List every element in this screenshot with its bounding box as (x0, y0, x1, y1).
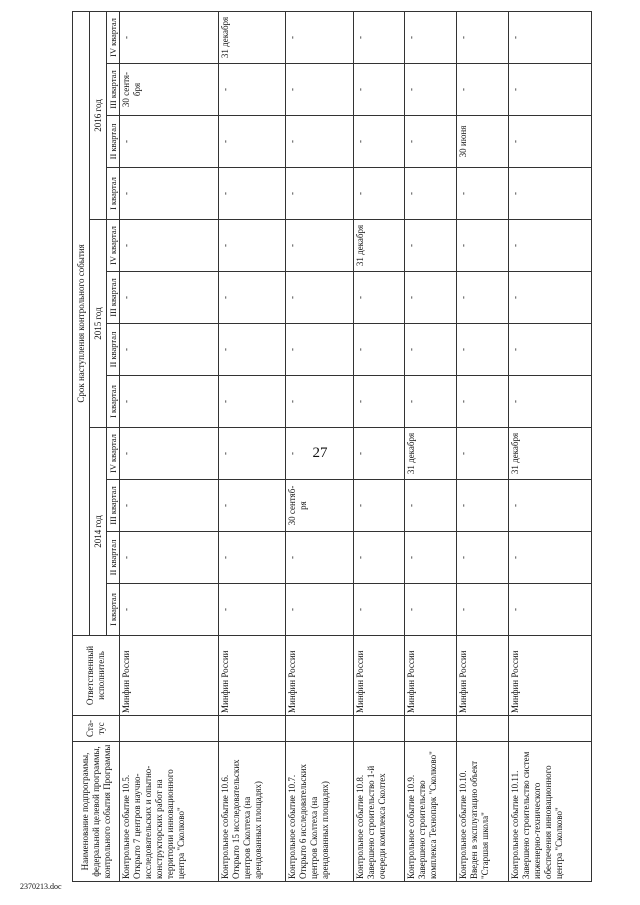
deadline-cell: - (457, 220, 509, 272)
rotated-table-frame (72, 12, 592, 882)
deadline-cell: - (457, 532, 509, 584)
deadline-cell: - (286, 584, 353, 636)
deadline-cell: - (286, 116, 353, 168)
deadline-cell: - (353, 376, 405, 428)
deadline-cell: - (508, 324, 591, 376)
deadline-cell: - (405, 376, 457, 428)
status-cell (120, 716, 219, 742)
header-deadline-group: Срок наступления контрольного события (73, 11, 90, 635)
deadline-cell: - (508, 168, 591, 220)
deadline-cell: - (120, 11, 219, 63)
event-name-cell: Контрольное событие 10.7. Открыто 6 исследовательских центров Сколтеха (на арендованных площадях) (286, 742, 353, 882)
deadline-cell: - (286, 376, 353, 428)
status-cell (457, 716, 509, 742)
year-header: 2016 год (90, 11, 107, 219)
deadline-cell: - (120, 480, 219, 532)
quarter-header: II квартал (107, 324, 120, 376)
deadline-cell: - (120, 428, 219, 480)
header-name: Наименование подпрограммы, федеральной целевой программы, контрольного события Программы (73, 742, 120, 882)
deadline-cell: - (218, 532, 285, 584)
deadline-cell: - (218, 116, 285, 168)
quarter-header: II квартал (107, 532, 120, 584)
document-id: 2370213.doc (20, 882, 62, 891)
deadline-cell: - (405, 480, 457, 532)
deadline-cell: 30 сентя-бря (120, 64, 219, 116)
deadline-cell: - (457, 168, 509, 220)
table-header (73, 11, 120, 881)
quarter-header: II квартал (107, 116, 120, 168)
deadline-cell: - (120, 376, 219, 428)
deadline-cell: - (457, 11, 509, 63)
deadline-cell: - (218, 220, 285, 272)
event-name-cell: Контрольное событие 10.9. Завершено строительство комплекса Технопарк "Сколково" (405, 742, 457, 882)
event-name-cell: Контрольное событие 10.11. Завершено строительство систем инженерно-технического обеспечения инновационного центра "Сколково" (508, 742, 591, 882)
quarter-header: I квартал (107, 168, 120, 220)
deadline-cell: - (286, 272, 353, 324)
table-row (508, 11, 591, 881)
deadline-cell: - (218, 272, 285, 324)
deadline-cell: - (120, 272, 219, 324)
responsible-cell: Минфин России (120, 636, 219, 716)
deadline-cell: - (218, 428, 285, 480)
quarter-header: III квартал (107, 64, 120, 116)
deadline-cell: - (218, 64, 285, 116)
status-cell (405, 716, 457, 742)
table-row (405, 11, 457, 881)
deadline-cell: - (353, 324, 405, 376)
deadline-cell: - (405, 116, 457, 168)
deadline-cell: - (120, 220, 219, 272)
deadline-cell: - (286, 532, 353, 584)
deadline-cell: - (457, 428, 509, 480)
deadline-cell: - (457, 480, 509, 532)
deadline-cell: - (508, 272, 591, 324)
deadline-cell: - (353, 428, 405, 480)
deadline-cell: - (353, 584, 405, 636)
deadline-cell: - (286, 324, 353, 376)
responsible-cell: Минфин России (508, 636, 591, 716)
deadline-cell: - (405, 220, 457, 272)
deadline-cell: 30 сентяб-ря (286, 480, 353, 532)
deadline-cell: - (508, 532, 591, 584)
deadline-cell: - (218, 480, 285, 532)
deadline-cell: - (353, 272, 405, 324)
responsible-cell: Минфин России (353, 636, 405, 716)
header-responsible: Ответственный исполнитель (73, 636, 120, 716)
deadline-cell: - (508, 220, 591, 272)
deadline-cell: - (218, 168, 285, 220)
deadline-cell: 31 декабря (218, 11, 285, 63)
status-cell (508, 716, 591, 742)
deadline-cell: - (353, 480, 405, 532)
header-status: Ста-тус (73, 716, 120, 742)
deadline-cell: - (508, 11, 591, 63)
responsible-cell: Минфин России (286, 636, 353, 716)
deadline-cell: - (120, 116, 219, 168)
deadline-cell: - (508, 584, 591, 636)
status-cell (353, 716, 405, 742)
year-header: 2015 год (90, 220, 107, 428)
quarter-header: IV квартал (107, 220, 120, 272)
deadline-cell: - (405, 11, 457, 63)
deadline-cell: 31 декабря (353, 220, 405, 272)
deadline-cell: - (457, 584, 509, 636)
deadline-cell: - (405, 532, 457, 584)
table-row (120, 11, 219, 881)
table-row (457, 11, 509, 881)
event-name-cell: Контрольное событие 10.10. Введен в эксплуатацию объект "Старшая школа" (457, 742, 509, 882)
deadline-cell: - (286, 64, 353, 116)
event-name-cell: Контрольное событие 10.6. Открыто 15 исследовательских центров Сколтеха (на арендованных площадях) (218, 742, 285, 882)
deadline-cell: - (353, 168, 405, 220)
deadline-cell: - (457, 64, 509, 116)
deadline-cell: - (120, 324, 219, 376)
event-name-cell: Контрольное событие 10.5. Открыто 7 центров научно-исследовательских и опытно-конструкторских работ на территории инновационного центра "Сколково" (120, 742, 219, 882)
status-cell (286, 716, 353, 742)
deadline-cell: - (353, 532, 405, 584)
table-row (218, 11, 285, 881)
event-name-cell: Контрольное событие 10.8. Завершено строительство 1-й очереди комплекса Сколтех (353, 742, 405, 882)
deadline-cell: - (405, 324, 457, 376)
deadline-cell: - (286, 220, 353, 272)
deadline-cell: 30 июня (457, 116, 509, 168)
deadline-cell: - (508, 116, 591, 168)
deadline-cell: - (353, 116, 405, 168)
status-cell (218, 716, 285, 742)
table-body (120, 11, 592, 881)
deadline-cell: - (286, 428, 353, 480)
quarter-header: IV квартал (107, 11, 120, 63)
deadline-cell: - (405, 272, 457, 324)
year-header: 2014 год (90, 428, 107, 636)
deadline-cell: - (120, 168, 219, 220)
deadline-cell: - (218, 324, 285, 376)
quarter-header: I квартал (107, 376, 120, 428)
deadline-cell: - (286, 11, 353, 63)
quarter-header: III квартал (107, 272, 120, 324)
responsible-cell: Минфин России (218, 636, 285, 716)
deadline-cell: - (457, 324, 509, 376)
deadline-cell: 31 декабря (508, 428, 591, 480)
page-number-text: 27 (312, 445, 328, 461)
deadline-cell: - (218, 584, 285, 636)
table-row (286, 11, 353, 881)
responsible-cell: Минфин России (405, 636, 457, 716)
deadline-cell: - (508, 480, 591, 532)
deadline-cell: - (353, 64, 405, 116)
deadline-cell: - (457, 376, 509, 428)
deadline-cell: - (508, 64, 591, 116)
quarter-header: IV квартал (107, 428, 120, 480)
deadline-cell: - (120, 532, 219, 584)
deadline-cell: - (218, 376, 285, 428)
deadline-cell: 31 декабря (405, 428, 457, 480)
control-events-table (72, 11, 592, 882)
quarter-header: I квартал (107, 584, 120, 636)
quarter-header: III квартал (107, 480, 120, 532)
deadline-cell: - (405, 584, 457, 636)
deadline-cell: - (353, 11, 405, 63)
table-row (353, 11, 405, 881)
responsible-cell: Минфин России (457, 636, 509, 716)
deadline-cell: - (120, 584, 219, 636)
deadline-cell: - (405, 64, 457, 116)
deadline-cell: - (508, 376, 591, 428)
deadline-cell: - (405, 168, 457, 220)
deadline-cell: - (286, 168, 353, 220)
deadline-cell: - (457, 272, 509, 324)
